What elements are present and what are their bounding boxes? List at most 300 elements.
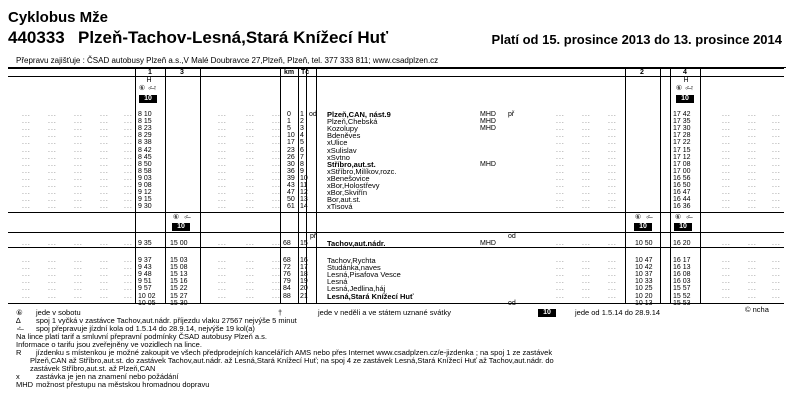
dep-time-1: 9 37	[138, 257, 152, 264]
placeholder-dots: ...	[48, 189, 57, 197]
placeholder-dots: ...	[74, 118, 83, 126]
placeholder-dots: ...	[22, 174, 31, 182]
placeholder-dots: ...	[556, 257, 565, 264]
placeholder-dots: ...	[22, 240, 31, 247]
placeholder-dots: ...	[608, 203, 617, 211]
station-name: xSvtno	[327, 152, 350, 162]
placeholder-dots: ...	[722, 285, 731, 293]
mhd-label: MHD	[480, 125, 496, 133]
km-value: 39	[287, 174, 295, 182]
station-name: Stříbro,aut.st.	[327, 159, 376, 169]
placeholder-dots: ...	[100, 167, 109, 175]
placeholder-dots: ...	[748, 111, 757, 118]
placeholder-dots: ...	[582, 257, 591, 264]
placeholder-dots: ...	[124, 278, 133, 286]
placeholder-dots: ...	[748, 285, 757, 293]
placeholder-dots: ...	[246, 257, 255, 264]
placeholder-dots: ...	[608, 264, 617, 272]
km-value: 17	[287, 139, 295, 147]
placeholder-dots: ...	[74, 125, 83, 133]
placeholder-dots: ...	[272, 292, 281, 300]
placeholder-dots: ...	[772, 146, 781, 154]
arr-time-2: 10 33	[635, 278, 653, 286]
placeholder-dots: ...	[272, 132, 281, 140]
arr-time-4: 16 47	[673, 189, 691, 197]
placeholder-dots: ...	[100, 285, 109, 293]
placeholder-dots: ...	[246, 174, 255, 182]
placeholder-dots: ...	[582, 153, 591, 161]
placeholder-dots: ...	[772, 278, 781, 286]
arr-time-4: 16 50	[673, 182, 691, 189]
station-name: xBenešovice	[327, 173, 370, 183]
km-value: 68	[283, 257, 291, 264]
arr-time-4: 15 53	[673, 299, 691, 307]
station-name: Plzeň,CAN, nást.9	[327, 110, 391, 119]
placeholder-dots: ...	[722, 240, 731, 247]
placeholder-dots: ...	[218, 189, 227, 197]
tc-value: 17	[300, 264, 308, 272]
tc-value: 5	[300, 139, 304, 147]
arr-time-2: 10 42	[635, 264, 653, 272]
placeholder-dots: ...	[722, 139, 731, 147]
placeholder-dots: ...	[748, 182, 757, 189]
placeholder-dots: ...	[124, 271, 133, 279]
legend-sym-bike: ♂̶	[16, 324, 22, 333]
placeholder-dots: ...	[100, 196, 109, 204]
placeholder-dots: ...	[748, 153, 757, 161]
placeholder-dots: ...	[22, 203, 31, 211]
placeholder-dots: ...	[608, 139, 617, 147]
dep-time-1: 9 43	[138, 264, 152, 272]
placeholder-dots: ...	[272, 285, 281, 293]
placeholder-dots: ...	[772, 292, 781, 300]
placeholder-dots: ...	[246, 132, 255, 140]
km-value: 72	[283, 264, 291, 272]
placeholder-dots: ...	[772, 257, 781, 264]
dep-time-1: 8 58	[138, 167, 152, 175]
placeholder-dots: ...	[124, 196, 133, 204]
placeholder-dots: ...	[48, 174, 57, 182]
placeholder-dots: ...	[272, 174, 281, 182]
km-value: 76	[283, 271, 291, 279]
placeholder-dots: ...	[246, 240, 255, 247]
placeholder-dots: ...	[124, 292, 133, 300]
placeholder-dots: ...	[74, 271, 83, 279]
arr-time-4: 17 15	[673, 146, 691, 154]
placeholder-dots: ...	[608, 189, 617, 197]
placeholder-dots: ...	[272, 160, 281, 168]
dep-time-1: 8 10	[138, 111, 152, 118]
legend-sym-x: x	[16, 372, 20, 381]
placeholder-dots: ...	[74, 153, 83, 161]
placeholder-dots: ...	[22, 139, 31, 147]
placeholder-dots: ...	[772, 285, 781, 293]
placeholder-dots: ...	[22, 118, 31, 126]
placeholder-dots: ...	[556, 240, 565, 247]
tc-value: 4	[300, 132, 304, 140]
dep-time-3: 15 03	[170, 257, 188, 264]
placeholder-dots: ...	[218, 139, 227, 147]
placeholder-dots: ...	[22, 182, 31, 189]
placeholder-dots: ...	[582, 111, 591, 118]
placeholder-dots: ...	[582, 167, 591, 175]
placeholder-dots: ...	[218, 118, 227, 126]
placeholder-dots: ...	[582, 278, 591, 286]
placeholder-dots: ...	[582, 118, 591, 126]
placeholder-dots: ...	[100, 292, 109, 300]
placeholder-dots: ...	[556, 285, 565, 293]
placeholder-dots: ...	[246, 125, 255, 133]
placeholder-dots: ...	[748, 196, 757, 204]
placeholder-dots: ...	[608, 174, 617, 182]
placeholder-dots: ...	[722, 174, 731, 182]
placeholder-dots: ...	[74, 146, 83, 154]
box-10-badge: 10	[676, 95, 694, 103]
placeholder-dots: ...	[748, 292, 757, 300]
dep-time-3: 15 22	[170, 285, 188, 293]
arr-time-2: 10 20	[635, 292, 653, 300]
placeholder-dots: ...	[124, 264, 133, 272]
placeholder-dots: ...	[100, 132, 109, 140]
placeholder-dots: ...	[556, 125, 565, 133]
km-value: 23	[287, 146, 295, 154]
placeholder-dots: ...	[218, 153, 227, 161]
placeholder-dots: ...	[772, 196, 781, 204]
station-name: xBor,Skviřín	[327, 188, 368, 198]
grid-vline	[200, 68, 201, 303]
placeholder-dots: ...	[582, 174, 591, 182]
placeholder-dots: ...	[556, 132, 565, 140]
station-name: Kozolupy	[327, 124, 358, 134]
weekend-icon: ⑥	[675, 85, 683, 92]
placeholder-dots: ...	[272, 153, 281, 161]
placeholder-dots: ...	[608, 271, 617, 279]
legend-text-delta: spoj 1 vyčká v zastávce Tachov,aut.nádr. příjezdu vlaku 27567 nejvýše 5 minut	[36, 316, 297, 325]
km-value: 0	[287, 111, 291, 118]
placeholder-dots: ...	[772, 118, 781, 126]
placeholder-dots: ...	[772, 240, 781, 247]
placeholder-dots: ...	[582, 139, 591, 147]
placeholder-dots: ...	[22, 111, 31, 118]
tc-header: Tč	[301, 69, 310, 76]
placeholder-dots: ...	[772, 189, 781, 197]
placeholder-dots: ...	[48, 257, 57, 264]
placeholder-dots: ...	[218, 264, 227, 272]
placeholder-dots: ...	[246, 167, 255, 175]
placeholder-dots: ...	[608, 285, 617, 293]
placeholder-dots: ...	[748, 257, 757, 264]
legend-sym-tz: †	[278, 308, 283, 317]
placeholder-dots: ...	[272, 271, 281, 279]
legend-text-bike: spoj přepravuje jízdní kola od 1.5.14 do 28.9.14, nejvýše 19 kol(a)	[36, 324, 255, 333]
dep-time-3: 15 08	[170, 264, 188, 272]
placeholder-dots: ...	[608, 292, 617, 300]
placeholder-dots: ...	[272, 196, 281, 204]
km-header: km	[284, 69, 295, 76]
placeholder-dots: ...	[48, 167, 57, 175]
placeholder-dots: ...	[22, 196, 31, 204]
placeholder-dots: ...	[74, 160, 83, 168]
dep-time-1: 9 51	[138, 278, 152, 286]
arr-time-4: 16 03	[673, 278, 691, 286]
dep-time-1: 9 48	[138, 271, 152, 279]
placeholder-dots: ...	[100, 240, 109, 247]
legend-line-4: Na lince platí tarif a smluvní přepravní podmínky ČSAD autobusy Plzeň a.s.	[16, 332, 267, 341]
station-name: Lesná,Stará Knížecí Huť	[327, 291, 414, 301]
placeholder-dots: ...	[582, 203, 591, 211]
placeholder-dots: ...	[74, 292, 83, 300]
placeholder-dots: ...	[218, 174, 227, 182]
km-value: 30	[287, 160, 295, 168]
dep-time-1: 8 15	[138, 118, 152, 126]
km-value: 50	[287, 196, 295, 204]
station-name: Bdeněves	[327, 131, 361, 141]
placeholder-dots: ...	[272, 125, 281, 133]
dep-arrow-icon: ↑	[153, 85, 157, 92]
placeholder-dots: ...	[218, 125, 227, 133]
legend-line-7: Plzeň,CAN až Stříbro,aut.st. do zastávek Tachov,aut.nádr. až Lesná,Stará Knížecí Huť; na spoj 4 ze zastávek Lesná,Stará Knížecí Huť až Tachov,aut.nádr. do	[30, 356, 554, 365]
placeholder-dots: ...	[608, 167, 617, 175]
placeholder-dots: ...	[246, 111, 255, 118]
placeholder-dots: ...	[22, 146, 31, 154]
km-value: 26	[287, 153, 295, 161]
placeholder-dots: ...	[124, 285, 133, 293]
placeholder-dots: ...	[74, 203, 83, 211]
tc-value: 13	[300, 196, 308, 204]
placeholder-dots: ...	[748, 118, 757, 126]
placeholder-dots: ...	[608, 196, 617, 204]
placeholder-dots: ...	[48, 160, 57, 168]
grid-hline	[8, 76, 784, 77]
placeholder-dots: ...	[722, 132, 731, 140]
mhd-label: MHD	[480, 118, 496, 126]
placeholder-dots: ...	[48, 146, 57, 154]
placeholder-dots: ...	[582, 189, 591, 197]
line-label: Cyklobus Mže	[8, 9, 109, 26]
station-name: xSulislav	[327, 145, 357, 155]
arr-time-4: 16 36	[673, 203, 691, 211]
placeholder-dots: ...	[74, 196, 83, 204]
box-10-badge: 10	[634, 223, 652, 231]
station-tachov: Tachov,aut.nádr.	[327, 239, 386, 248]
placeholder-dots: ...	[124, 132, 133, 140]
placeholder-dots: ...	[246, 278, 255, 286]
placeholder-dots: ...	[772, 111, 781, 118]
legend-sym-delta: ∆	[16, 316, 21, 325]
placeholder-dots: ...	[218, 257, 227, 264]
placeholder-dots: ...	[272, 257, 281, 264]
tc-value: 12	[300, 189, 308, 197]
placeholder-dots: ...	[124, 174, 133, 182]
od-label: od	[508, 299, 516, 307]
tc-value: 20	[300, 285, 308, 293]
placeholder-dots: ...	[246, 189, 255, 197]
od-label: od	[508, 233, 516, 240]
placeholder-dots: ...	[748, 264, 757, 272]
placeholder-dots: ...	[218, 167, 227, 175]
placeholder-dots: ...	[608, 132, 617, 140]
arr-time-2: 10 13	[635, 299, 653, 307]
placeholder-dots: ...	[100, 111, 109, 118]
placeholder-dots: ...	[556, 203, 565, 211]
weekend-icon: ⑥	[634, 214, 642, 221]
tc-value: 11	[300, 182, 308, 189]
placeholder-dots: ...	[748, 167, 757, 175]
weekend-icon: ⑥	[172, 214, 180, 221]
dep-time-3: 15 00	[170, 240, 188, 247]
placeholder-dots: ...	[582, 292, 591, 300]
placeholder-dots: ...	[100, 189, 109, 197]
placeholder-dots: ...	[48, 132, 57, 140]
placeholder-dots: ...	[246, 203, 255, 211]
legend-sym-weekend: ⑥	[16, 308, 23, 317]
bike-icon: ♂̶	[684, 85, 690, 92]
placeholder-dots: ...	[722, 271, 731, 279]
placeholder-dots: ...	[22, 264, 31, 272]
placeholder-dots: ...	[246, 292, 255, 300]
mhd-label: MHD	[480, 111, 496, 118]
dep-time-1: 9 30	[138, 203, 152, 211]
trip-header-4: 4	[683, 69, 687, 76]
dep-time-1: 8 38	[138, 139, 152, 147]
placeholder-dots: ...	[48, 271, 57, 279]
arr-time-2: 10 50	[635, 240, 653, 247]
tc-value: 8	[300, 160, 304, 168]
tc-value: 1	[300, 111, 304, 118]
placeholder-dots: ...	[246, 182, 255, 189]
placeholder-dots: ...	[48, 125, 57, 133]
placeholder-dots: ...	[22, 132, 31, 140]
placeholder-dots: ...	[722, 203, 731, 211]
box-10-badge: 10	[674, 223, 692, 231]
trip-header-1: 1	[148, 69, 152, 76]
tc-value: 9	[300, 167, 304, 175]
km-value: 79	[283, 278, 291, 286]
km-value: 36	[287, 167, 295, 175]
placeholder-dots: ...	[22, 278, 31, 286]
placeholder-dots: ...	[124, 182, 133, 189]
placeholder-dots: ...	[124, 153, 133, 161]
station-name: xBor,Holostřevy	[327, 181, 380, 190]
placeholder-dots: ...	[74, 240, 83, 247]
placeholder-dots: ...	[22, 167, 31, 175]
arr-time-4: 17 22	[673, 139, 691, 147]
dep-time-3: 15 27	[170, 292, 188, 300]
dep-time-1: 9 15	[138, 196, 152, 204]
placeholder-dots: ...	[100, 278, 109, 286]
box-10-badge: 10	[139, 95, 157, 103]
grid-vline	[670, 68, 671, 303]
placeholder-dots: ...	[74, 189, 83, 197]
placeholder-dots: ...	[722, 292, 731, 300]
placeholder-dots: ...	[556, 189, 565, 197]
dep-time-1: 9 57	[138, 285, 152, 293]
grid-hline	[8, 232, 784, 233]
placeholder-dots: ...	[74, 257, 83, 264]
placeholder-dots: ...	[748, 240, 757, 247]
placeholder-dots: ...	[218, 111, 227, 118]
dep-time-1: 8 50	[138, 160, 152, 168]
placeholder-dots: ...	[48, 278, 57, 286]
placeholder-dots: ...	[608, 240, 617, 247]
grid-vline	[298, 68, 299, 303]
station-name: xStříbro,Milíkov,rozc.	[327, 166, 397, 176]
legend-footnote: © ncha	[745, 305, 769, 314]
dep-time-1: 10 05	[138, 299, 156, 307]
placeholder-dots: ...	[246, 196, 255, 204]
placeholder-dots: ...	[748, 278, 757, 286]
km-value: 84	[283, 285, 291, 293]
placeholder-dots: ...	[218, 203, 227, 211]
placeholder-dots: ...	[218, 271, 227, 279]
placeholder-dots: ...	[748, 271, 757, 279]
arr-time-4: 16 44	[673, 196, 691, 204]
dep-time-1: 8 29	[138, 132, 152, 140]
arr-time-4: 17 35	[673, 118, 691, 126]
dep-arrow-icon: ↑	[690, 85, 694, 92]
placeholder-dots: ...	[22, 189, 31, 197]
placeholder-dots: ...	[582, 132, 591, 140]
placeholder-dots: ...	[722, 118, 731, 126]
placeholder-dots: ...	[22, 257, 31, 264]
placeholder-dots: ...	[74, 132, 83, 140]
placeholder-dots: ...	[100, 160, 109, 168]
legend-box-10: 10	[538, 309, 556, 317]
placeholder-dots: ...	[722, 189, 731, 197]
station-name: xUlice	[327, 138, 348, 148]
placeholder-dots: ...	[218, 240, 227, 247]
placeholder-dots: ...	[272, 240, 281, 247]
placeholder-dots: ...	[48, 196, 57, 204]
placeholder-dots: ...	[556, 264, 565, 272]
tc-value: 7	[300, 153, 304, 161]
trip-header-2: 2	[640, 69, 644, 76]
placeholder-dots: ...	[124, 111, 133, 118]
station-name: Tachov,Rychta	[327, 256, 376, 265]
placeholder-dots: ...	[556, 271, 565, 279]
km-value: 61	[287, 203, 295, 211]
placeholder-dots: ...	[772, 203, 781, 211]
dep-time-1: 8 23	[138, 125, 152, 133]
placeholder-dots: ...	[100, 203, 109, 211]
placeholder-dots: ...	[124, 146, 133, 154]
placeholder-dots: ...	[556, 146, 565, 154]
placeholder-dots: ...	[582, 160, 591, 168]
arr-time-4: 17 08	[673, 160, 691, 168]
placeholder-dots: ...	[608, 153, 617, 161]
placeholder-dots: ...	[272, 278, 281, 286]
tc-value: 18	[300, 271, 308, 279]
placeholder-dots: ...	[582, 196, 591, 204]
placeholder-dots: ...	[22, 160, 31, 168]
placeholder-dots: ...	[722, 278, 731, 286]
placeholder-dots: ...	[608, 146, 617, 154]
tc-value: 16	[300, 257, 308, 264]
km-value: 47	[287, 189, 295, 197]
dep-time-1: 9 03	[138, 174, 152, 182]
placeholder-dots: ...	[100, 174, 109, 182]
dep-time-1: 9 35	[138, 240, 152, 247]
legend-line-8: zastávek Stříbro,aut.st. až Plzeň,CAN	[30, 364, 156, 373]
placeholder-dots: ...	[22, 125, 31, 133]
legend-text-weekend: jede v sobotu	[36, 308, 81, 317]
placeholder-dots: ...	[246, 118, 255, 126]
dep-time-3: 15 30	[170, 299, 188, 307]
km-value: 10	[287, 132, 295, 140]
placeholder-dots: ...	[124, 139, 133, 147]
placeholder-dots: ...	[22, 285, 31, 293]
placeholder-dots: ...	[48, 240, 57, 247]
